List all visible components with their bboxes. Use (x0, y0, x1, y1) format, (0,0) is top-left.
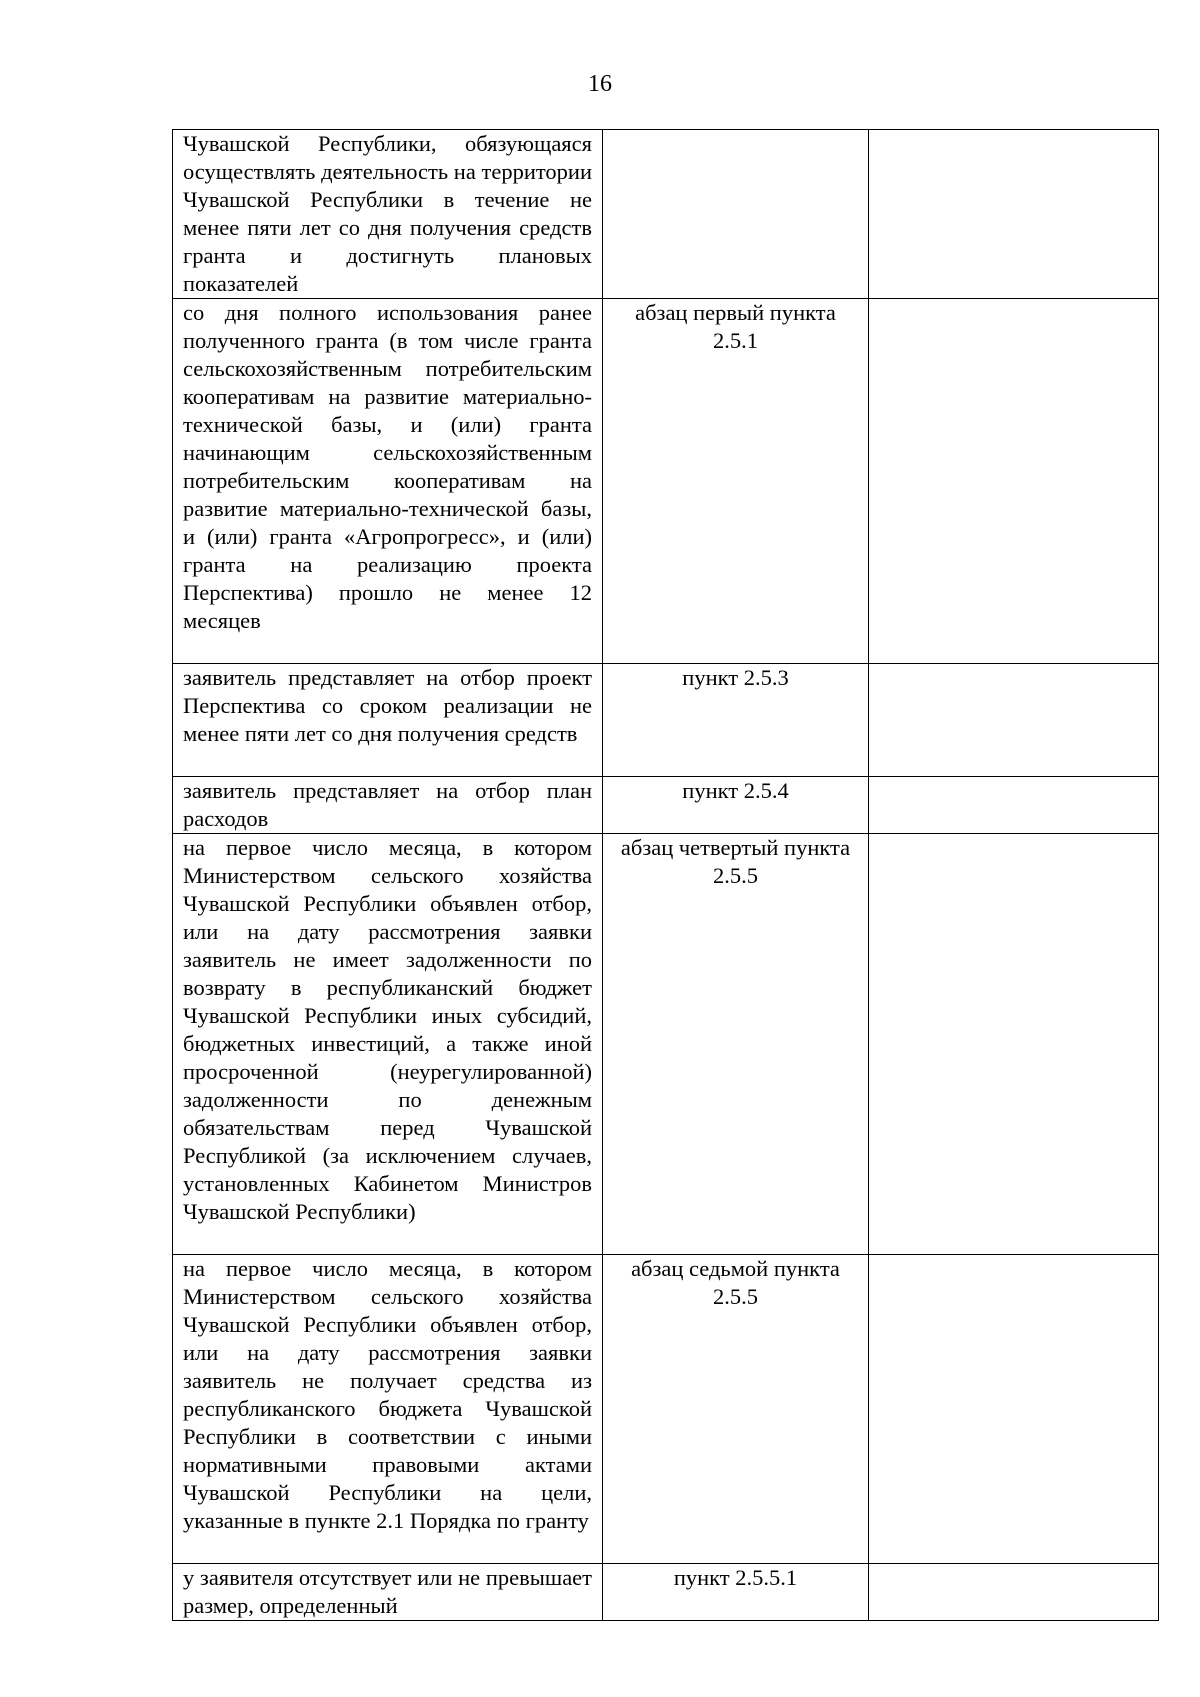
table-row (173, 777, 1159, 834)
page-number: 16 (588, 71, 612, 97)
requirement-cell: на первое число месяца, в котором Министерством сельского хозяйства Чувашской Республики объявлен отбор, или на дату рассмотрения заявки заявитель не имеет задолженности по возврату в республиканский бюджет Чувашской Республики иных субсидий, бюджетных инвестиций, а также иной просроченной (неурегулированной) задолженности по денежным обязательствам перед Чувашской Республикой (за исключением случаев, установленных Кабинетом Министров Чувашской Республики) (173, 834, 603, 1255)
reference-cell (603, 130, 869, 299)
table-row (173, 299, 1159, 664)
requirement-cell: у заявителя отсутствует или не превышает размер, определенный (173, 1564, 603, 1621)
note-cell (869, 130, 1159, 299)
note-cell (869, 664, 1159, 777)
table-row (173, 130, 1159, 299)
note-cell (869, 1255, 1159, 1564)
reference-cell: абзац первый пункта 2.5.1 (603, 299, 869, 664)
reference-cell: пункт 2.5.5.1 (603, 1564, 869, 1621)
reference-cell: пункт 2.5.4 (603, 777, 869, 834)
requirement-cell: заявитель представляет на отбор план расходов (173, 777, 603, 834)
table-row (173, 1564, 1159, 1621)
note-cell (869, 834, 1159, 1255)
table-row (173, 834, 1159, 1255)
requirement-cell: Чувашской Республики, обязующаяся осуществлять деятельность на территории Чувашской Республики в течение не менее пяти лет со дня получения средств гранта и достигнуть плановых показателей (173, 130, 603, 299)
note-cell (869, 1564, 1159, 1621)
requirement-cell: заявитель представляет на отбор проект Перспектива со сроком реализации не менее пяти лет со дня получения средств (173, 664, 603, 777)
note-cell (869, 299, 1159, 664)
table-row (173, 1255, 1159, 1564)
reference-cell: абзац седьмой пункта 2.5.5 (603, 1255, 869, 1564)
reference-cell: пункт 2.5.3 (603, 664, 869, 777)
criteria-table (172, 129, 1159, 1621)
requirement-cell: на первое число месяца, в котором Министерством сельского хозяйства Чувашской Республики объявлен отбор, или на дату рассмотрения заявки заявитель не получает средства из республиканского бюджета Чувашской Республики в соответствии с иными нормативными правовыми актами Чувашской Республики на цели, указанные в пункте 2.1 Порядка по гранту (173, 1255, 603, 1564)
requirement-cell: со дня полного использования ранее полученного гранта (в том числе гранта сельскохозяйственным потребительским кооперативам на развитие материально-технической базы, и (или) гранта начинающим сельскохозяйственным потребительским кооперативам на развитие материально-технической базы, и (или) гранта «Агропрогресс», и (или) гранта на реализацию проекта Перспектива) прошло не менее 12 месяцев (173, 299, 603, 664)
reference-cell: абзац четвертый пункта 2.5.5 (603, 834, 869, 1255)
note-cell (869, 777, 1159, 834)
table-row (173, 664, 1159, 777)
